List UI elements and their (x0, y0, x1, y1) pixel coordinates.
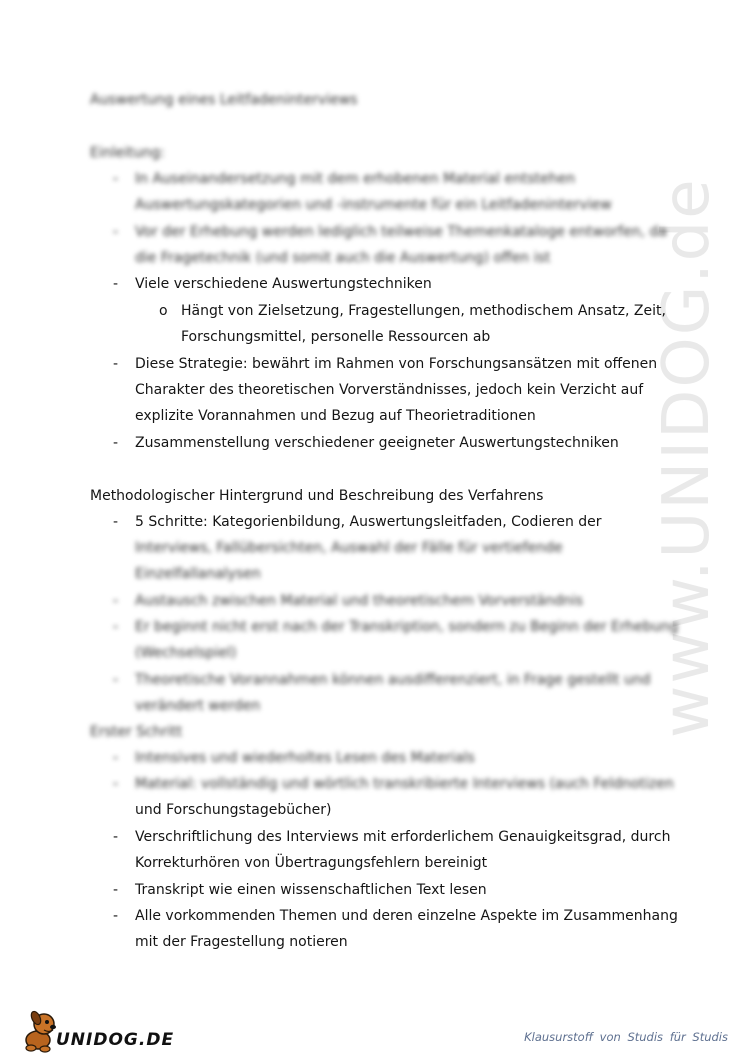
section-heading-einleitung: Einleitung: (90, 145, 165, 161)
list-item-line: Vor der Erhebung werden lediglich teilweise Themenkataloge entworfen, da (135, 224, 667, 240)
section-heading-methodik: Methodologischer Hintergrund und Beschreibung des Verfahrens (90, 488, 544, 504)
list-item-line: Alle vorkommenden Themen und deren einzelne Aspekte im Zusammenhang (135, 908, 678, 924)
bullet-dash: - (113, 224, 119, 240)
list-item-line: Intensives und wiederholtes Lesen des Materials (135, 750, 475, 766)
list-item-line: Einzelfallanalysen (135, 566, 261, 582)
bullet-dash: - (113, 619, 119, 635)
list-item-line: mit der Fragestellung notieren (135, 934, 348, 950)
list-item-line: die Fragetechnik (und somit auch die Auswertung) offen ist (135, 250, 551, 266)
list-item-line: (Wechselspiel) (135, 645, 237, 661)
bullet-dash: - (113, 829, 119, 845)
bullet-dash: - (113, 776, 119, 792)
document-title: Auswertung eines Leitfadeninterviews (90, 92, 358, 108)
bullet-dash: - (113, 276, 119, 292)
list-item-line: Austausch zwischen Material und theoretischem Vorverständnis (135, 593, 584, 609)
bullet-dash: - (113, 908, 119, 924)
list-item-line: Er beginnt nicht erst nach der Transkription, sondern zu Beginn der Erhebung (135, 619, 679, 635)
watermark-text: www.UNIDOG.de (650, 177, 724, 738)
watermark (650, 177, 750, 738)
list-item-line: Charakter des theoretischen Vorverständnisses, jedoch kein Verzicht auf (135, 382, 644, 398)
bullet-dash: - (113, 171, 119, 187)
footer-slogan: Klausurstoff von Studis für Studis (524, 1030, 728, 1044)
bullet-dash: - (113, 514, 119, 530)
sub-list-item-line: Hängt von Zielsetzung, Fragestellungen, methodischem Ansatz, Zeit, (181, 303, 666, 319)
list-item-line: Auswertungskategorien und -instrumente für ein Leitfadeninterview (135, 197, 612, 213)
list-item-line: und Forschungstagebücher) (135, 802, 332, 818)
list-item-line: Zusammenstellung verschiedener geeigneter Auswertungstechniken (135, 435, 619, 451)
bullet-dash: - (113, 672, 119, 688)
list-item-line: Material: vollständig und wörtlich transkribierte Interviews (auch Feldnotizen (135, 776, 674, 792)
list-item-line: Transkript wie einen wissenschaftlichen Text lesen (135, 882, 487, 898)
bullet-dash: - (113, 435, 119, 451)
footer-logo (22, 1008, 192, 1054)
list-item-line: explizite Vorannahmen und Bezug auf Theorietraditionen (135, 408, 536, 424)
list-item-line: verändert werden (135, 698, 261, 714)
bullet-dash: - (113, 882, 119, 898)
bullet-dash: - (113, 356, 119, 372)
list-item-line: Verschriftlichung des Interviews mit erforderlichem Genauigkeitsgrad, durch (135, 829, 671, 845)
logo-text: UNIDOG.DE (56, 1030, 175, 1050)
bullet-dash: - (113, 750, 119, 766)
list-item-line: In Auseinandersetzung mit dem erhobenen Material entstehen (135, 171, 576, 187)
list-item-line: Korrekturhören von Übertragungsfehlern bereinigt (135, 855, 488, 871)
list-item-line: Viele verschiedene Auswertungstechniken (135, 276, 432, 292)
list-item-line: Diese Strategie: bewährt im Rahmen von Forschungsansätzen mit offenen (135, 356, 658, 372)
list-item-line: Interviews, Fallübersichten, Auswahl der Fälle für vertiefende (135, 540, 563, 556)
list-item-line: Theoretische Vorannahmen können ausdifferenziert, in Frage gestellt und (135, 672, 651, 688)
sub-list-item-line: Forschungsmittel, personelle Ressourcen ab (181, 329, 491, 345)
sub-bullet-marker: o (159, 303, 168, 319)
bullet-dash: - (113, 593, 119, 609)
list-item-line: 5 Schritte: Kategorienbildung, Auswertungsleitfaden, Codieren der (135, 514, 602, 530)
section-heading-erster-schritt: Erster Schritt (90, 724, 183, 740)
